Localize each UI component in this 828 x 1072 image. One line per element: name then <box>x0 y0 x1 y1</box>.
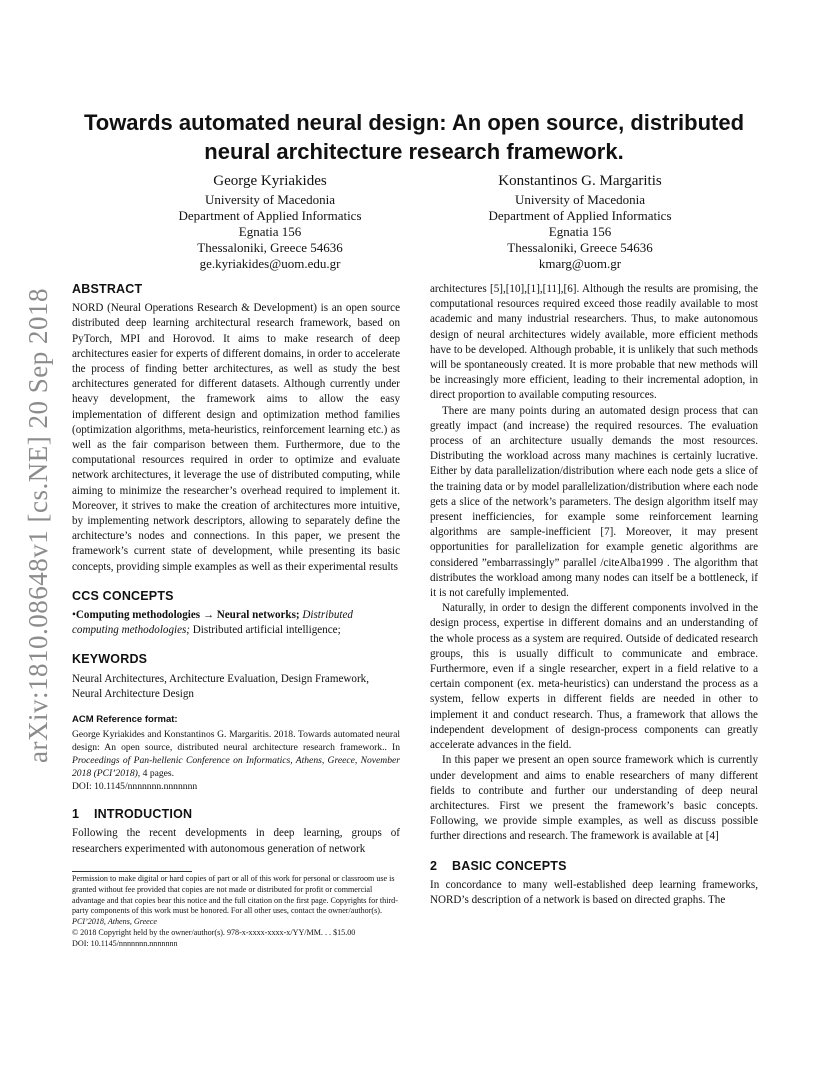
right-column <box>430 282 758 908</box>
author-email: kmarg@uom.gr <box>538 256 622 271</box>
author-email: ge.kyriakides@uom.edu.gr <box>199 256 341 271</box>
footnote-copyright: © 2018 Copyright held by the owner/author(s). 978-x-xxxx-xxxx-x/YY/MM. . . $15.00 <box>72 927 356 937</box>
ccs-heading: CCS CONCEPTS <box>72 588 174 603</box>
abstract-text: NORD (Neural Operations Research & Development) is an open source distributed deep learning architectural research framework, based on PyTorch, MPI and Horovod. It aims to make research of deep architectures easier for experts of different domains, in order to accelerate the process of finding better architectures, as well as study the best architectures generated for different datasets. Although currently under heavy development, the framework aims to allow the easy implementation of different design and optimization method families (optimization algorithms, meta-heuristics, reinforcement learning etc.) as well as the fair comparison between them. Furthermore, due to the computational resources required in order to optimize and evaluate network architectures, it leverage the use of distributed computing, while aiming to minimize the researcher’s overhead required to implement it. Moreover, it strives to make the creation of architectures more intuitive, by implementing network descriptors, allowing to separately define the architecture’s nodes and connections. In this paper, we present the framework’s current state of development, while presenting its basic concepts, providing simple examples as well as their experimental results <box>72 302 400 573</box>
author-city: Thessaloniki, Greece 54636 <box>507 240 653 255</box>
acm-reference-text <box>72 728 400 780</box>
intro-paragraph-2: There are many points during an automated design process that can greatly impact (and increase) the required resources. The evaluation process of an architecture usually demands the most resources. Distributing the workload across many machines is certainly lucrative. Either by data parallelization/distribution where each node gets a slice of the training data or by model parallelization/distribution where each node gets a slice of the network’s parameters. The design algorithm itself may present inefficiencies, for example some reinforcement learning algorithms are sample-inefficient [7]. Moreover, it may present opportunities for parallelization for example genetic algorithms are considered ”embarrassingly” parallel /citeAlba1999 . The algorithm that distributes the workload among many nodes can itself be a bottleneck, if it is not carefully implemented. <box>430 404 758 600</box>
author-name: Konstantinos G. Margaritis <box>498 173 662 189</box>
intro-paragraph-1-start: Following the recent developments in deep learning, groups of researchers experimented with autonomous generation of network <box>72 827 400 855</box>
author-affiliation: University of Macedonia <box>515 192 645 207</box>
footnote <box>72 874 402 950</box>
arxiv-stamp-text: arXiv:1810.08648v1 [cs.NE] 20 Sep 2018 <box>22 287 53 763</box>
author-block-2 <box>410 172 750 272</box>
intro-heading <box>72 807 400 822</box>
author-name: George Kyriakides <box>213 173 327 189</box>
basic-concepts-title: BASIC CONCEPTS <box>452 858 567 873</box>
basic-concepts-number: 2 <box>430 858 438 873</box>
basic-concepts-text: In concordance to many well-established deep learning frameworks, NORD’s description of a network is based on directed graphs. The <box>430 878 758 906</box>
author-affiliation: University of Macedonia <box>205 192 335 207</box>
intro-paragraph-3: Naturally, in order to design the different components involved in the design process, expertise in different domains and an understanding of the whole process as a system are required. Outside of dedicated research groups, this is usually difficult to communicate and embrace. Furthermore, even if a single researcher, expert in a field relative to a certain component (ex. meta-heuristics) can understand the process as a system, fellow experts in different fields are needed in other to implement it and conduct research. Thus, a framework that allows the independent development of design-process components can greatly accelerate advances in the field. <box>430 602 758 752</box>
acm-reference-heading: ACM Reference format: <box>72 714 178 726</box>
ccs-italic: Distributed computing methodologies; <box>72 609 353 637</box>
author-block-1 <box>100 172 440 272</box>
footnote-doi: DOI: 10.1145/nnnnnnn.nnnnnnn <box>72 938 178 948</box>
author-department: Department of Applied Informatics <box>488 208 672 223</box>
paper-title: Towards automated neural design: An open source, distributed neural architecture research framework. <box>83 110 745 164</box>
intro-paragraph-1-end: architectures [5],[10],[1],[11],[6]. Although the results are promising, the computational resources required exceed those readily available to most academic and many industrial researchers. Thus, to make autonomous design of neural architectures widely available, more efficient methods have to be developed. Although probable, it is unlikely that such methods will be spontaneously created. It is more probable that new methods will be increasingly more efficient, leading to their incremental adoption, in direct proportion to available computing resources. <box>430 283 758 402</box>
acm-reference-plain: George Kyriakides and Konstantinos G. Margaritis. 2018. Towards automated neural design: An open source, distributed neural architecture research framework.. In <box>72 729 400 754</box>
footnote-venue: PCI’2018, Athens, Greece <box>72 917 157 927</box>
author-street: Egnatia 156 <box>548 224 612 239</box>
acm-reference-doi: DOI: 10.1145/nnnnnnn.nnnnnnn <box>72 781 198 793</box>
ccs-text <box>72 608 400 638</box>
intro-paragraph-4: In this paper we present an open source framework which is currently under development and aims to enable researchers of many different fields to contribute and further our understanding of deep neural architectures. First we present the framework’s basic concepts. Following, we provide simple examples, as well as discuss possible further directions and research. The framework is available at [4] <box>430 754 758 843</box>
arxiv-stamp <box>18 287 58 763</box>
abstract-heading: ABSTRACT <box>72 282 143 296</box>
acm-reference-end: 4 pages. <box>140 768 175 780</box>
keywords-heading: KEYWORDS <box>72 652 148 667</box>
ccs-plain: Distributed artificial intelligence; <box>190 624 341 637</box>
intro-number: 1 <box>72 807 80 822</box>
intro-title: INTRODUCTION <box>94 807 193 822</box>
author-street: Egnatia 156 <box>238 224 302 239</box>
footnote-rule <box>72 871 192 872</box>
author-department: Department of Applied Informatics <box>178 208 362 223</box>
acm-reference-italic: Proceedings of Pan-hellenic Conference on Informatics, Athens, Greece, November 2018 (PCI’2018), <box>72 755 400 780</box>
ccs-bullet: • <box>72 609 76 622</box>
footnote-permission: Permission to make digital or hard copies of part or all of this work for personal or classroom use is granted without fee provided that copies are not made or distributed for profit or commercial advantage and that copies bear this notice and the full citation on the first page. Copyrights for third-party components of this work must be honored. For all other uses, contact the owner/author(s). <box>72 874 398 916</box>
basic-concepts-heading <box>430 859 758 874</box>
ccs-bold: Computing methodologies → Neural networks; <box>75 609 300 622</box>
keywords-text: Neural Architectures, Architecture Evaluation, Design Framework, Neural Architecture Design <box>72 672 369 700</box>
left-column <box>72 282 400 857</box>
author-city: Thessaloniki, Greece 54636 <box>197 240 343 255</box>
